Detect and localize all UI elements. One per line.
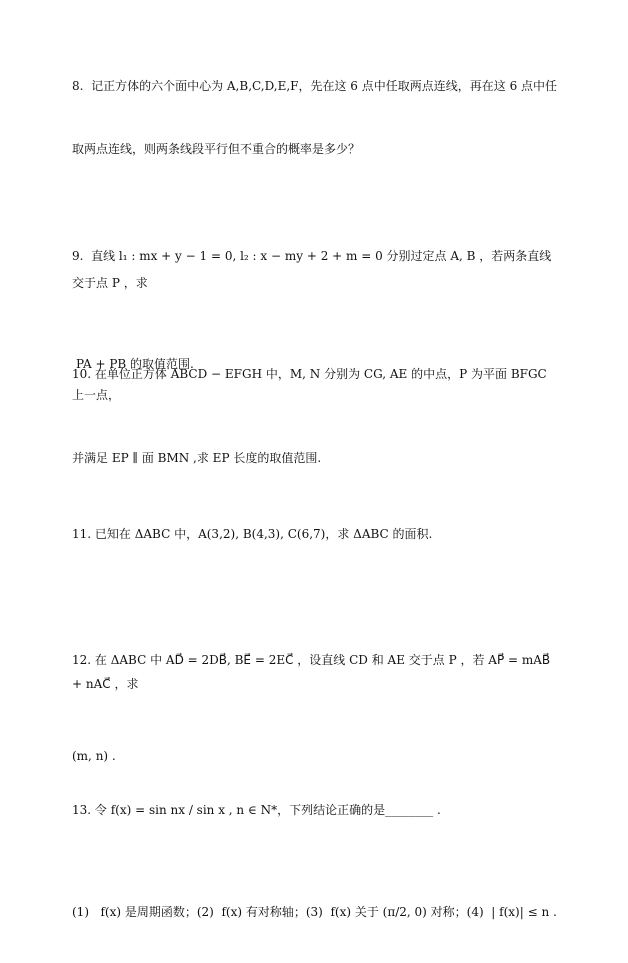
question-10 [72, 322, 562, 490]
question-10-line-2: 并满足 EP ∥ 面 BMN ,求 EP 长度的取值范围. [72, 451, 322, 465]
question-13-line-1: 13. 令 f(x) = sin nx / sin x , n ∈ N*，下列结论正确的是________ . [72, 803, 441, 817]
question-12-line-1: 12. 在 ΔABC 中 AD⃗ = 2DB⃗, BE⃗ = 2EC⃗ ，设直线 CD 和 AE 交于点 P ，若 AP⃗ = mAB⃗ + nAC⃗ ，求 [72, 653, 554, 691]
question-10-line-1: 10. 在单位正方体 ABCD − EFGH 中，M, N 分别为 CG, AE 的中点，P 为平面 BFGC 上一点， [72, 367, 551, 402]
question-11 [72, 482, 562, 566]
question-9-line-2: PA + PB 的取值范围. [76, 357, 194, 371]
question-8 [72, 34, 562, 181]
question-9-line-1: 9. 直线 l₁ : mx + y − 1 = 0, l₂ : x − my + 2 + m = 0 分别过定点 A, B ，若两条直线交于点 P ，求 [72, 249, 552, 290]
question-11-line-1: 11. 已知在 ΔABC 中，A(3,2), B(4,3), C(6,7)，求 ΔABC 的面积. [72, 527, 433, 541]
question-8-line-2: 取两点连线，则两条线段平行但不重合的概率是多少？ [72, 142, 361, 156]
question-8-line-1: 8. 记正方体的六个面中心为 A,B,C,D,E,F，先在这 6 点中任取两点连线，再在这 6 点中任 [72, 79, 558, 93]
question-13 [72, 725, 562, 963]
question-12-line-2: (m, n) . [72, 749, 116, 763]
question-13-line-2: (1) f(x) 是周期函数；(2) f(x) 有对称轴；(3) f(x) 关于 (π/2, 0) 对称；(4) | f(x)| ≤ n . [72, 905, 557, 919]
